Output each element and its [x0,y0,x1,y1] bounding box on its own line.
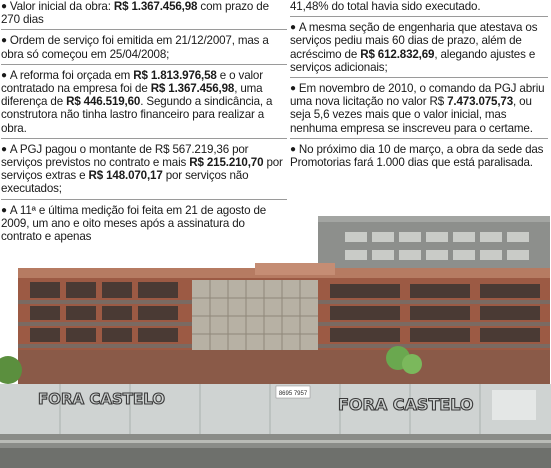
fact-segment: por serviços não executados; [1,169,249,196]
fact-text [290,143,548,169]
fact-amount: R$ 148.070,17 [88,169,163,183]
fact-text [1,69,287,135]
left-column [1,0,287,250]
fact-segment: A 11ª e última medição foi feita em 21 de agosto de 2009, um ano e oito meses após a assinatura do contrato e apenas [1,203,267,244]
fact-segment: Ordem de serviço foi emitida em 21/12/2007, mas a obra só começou em 25/04/2008; [1,34,269,61]
fact-segment: . Segundo a sindicância, a construtora não tinha lastro financeiro para realizar a obra. [1,95,273,135]
fact-segment: Valor inicial da obra: [9,0,114,13]
bullet-icon: ● [1,69,7,81]
fact-segment: 41,48% do total havia sido executado. [290,0,481,13]
fact-amount: R$ 612.832,69 [360,47,435,61]
fact-text [290,0,548,13]
fact-segment: com prazo de 270 dias [1,0,269,27]
fact-segment: por serviços extras e [1,156,283,183]
fact-segment: A PGJ pagou o montante de R$ 567.219,36 por serviços previstos no contrato e mais [1,142,249,170]
bullet-icon: ● [1,143,7,155]
fact-item [290,82,548,139]
fact-text [290,82,548,135]
fact-text [290,21,548,74]
fact-segment: Em novembro de 2010, o comando da PGJ abriu uma nova licitação no valor R$ [290,82,545,109]
bullet-icon: ● [1,204,7,216]
fact-text [1,0,287,26]
fact-item [1,143,287,200]
fact-amount: 7.473.075,73 [447,95,514,109]
fact-segment: , ou seja 5,6 vezes mais que o valor inicial, mas nenhuma empresa se inscreveu para o certame. [290,95,533,135]
fact-item [290,21,548,78]
fact-item [290,0,548,17]
fact-segment: A reforma foi orçada em [9,68,134,82]
bullet-icon: ● [290,143,296,155]
fact-amount: R$ 446.519,60 [66,95,141,109]
fact-segment: e o valor contratado na empresa foi de [1,68,263,96]
wall-sign: 8695 7957 [278,391,308,397]
fact-segment: A mesma seção de engenharia que atestava os serviços pediu mais 60 dias de prazo, além de acréscimo de [290,21,538,61]
fact-text [1,143,287,196]
fact-text [1,34,287,60]
fact-segment: , alegando ajustes e serviços adicionais; [290,47,536,74]
fact-item [1,69,287,139]
fact-amount: R$ 215.210,70 [189,156,264,170]
fact-item [1,0,287,30]
fact-segment: No próximo dia 10 de março, a obra da sede das Promotorias fará 1.000 dias que está paralisada. [290,142,544,170]
fact-item [1,204,287,247]
fact-item [290,143,548,172]
bullet-icon: ● [1,35,7,47]
fact-segment: , uma diferença de [1,82,263,109]
fact-text [1,204,287,244]
fact-amount: R$ 1.813.976,58 [133,68,217,82]
fact-item [1,34,287,64]
graffiti-left: FORA CASTELO [38,390,166,408]
fact-amount: R$ 1.367.456,98 [113,0,198,13]
graffiti-right: FORA CASTELO [338,395,474,414]
right-column [290,0,548,176]
bullet-icon: ● [1,1,7,12]
fact-amount: R$ 1.367.456,98 [150,82,235,96]
bullet-icon: ● [290,22,296,34]
bullet-icon: ● [290,83,296,95]
